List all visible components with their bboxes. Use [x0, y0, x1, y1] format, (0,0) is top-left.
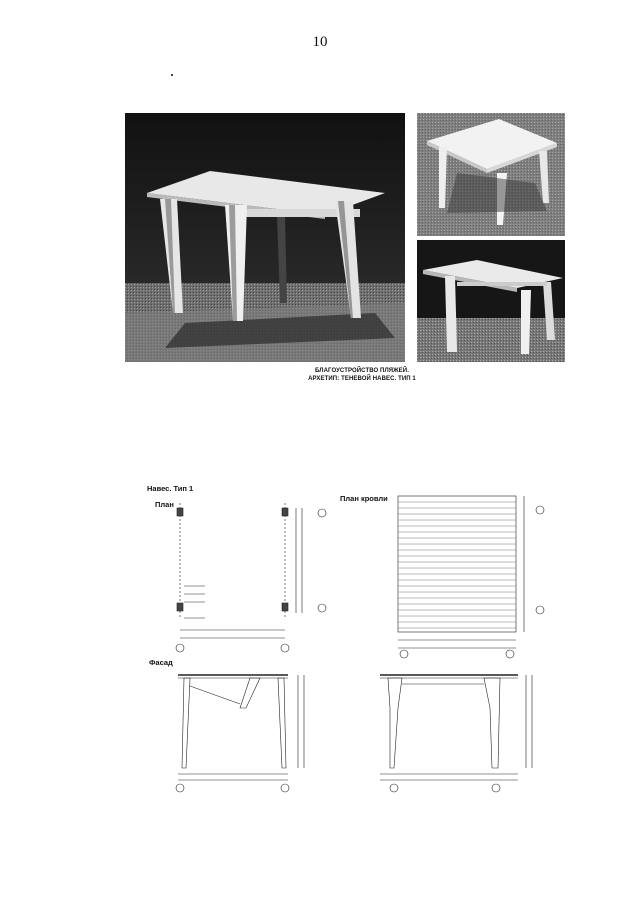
- render-main-canopy: [125, 113, 405, 362]
- caption-line-2: АРХЕТИП: ТЕНЕВОЙ НАВЕС. ТИП 1: [308, 376, 416, 382]
- drawing-title: Навес. Тип 1: [147, 484, 194, 493]
- plan-label: План: [155, 500, 174, 509]
- caption-line-1: БЛАГОУСТРОЙСТВО ПЛЯЖЕЙ.: [315, 368, 409, 374]
- page-number: 10: [312, 34, 328, 50]
- technical-drawing: [130, 478, 550, 798]
- render-canopy-aerial: [417, 113, 565, 236]
- facade-view: [176, 675, 304, 792]
- speck: [171, 74, 173, 76]
- facade-label: Фасад: [149, 658, 173, 667]
- plan-view: [176, 503, 326, 652]
- side-elevation-view: [380, 675, 532, 792]
- render-canopy-side: [417, 240, 565, 362]
- roof-plan-label: План кровли: [340, 494, 388, 503]
- roof-plan-view: [398, 496, 544, 658]
- render-caption: [262, 367, 462, 383]
